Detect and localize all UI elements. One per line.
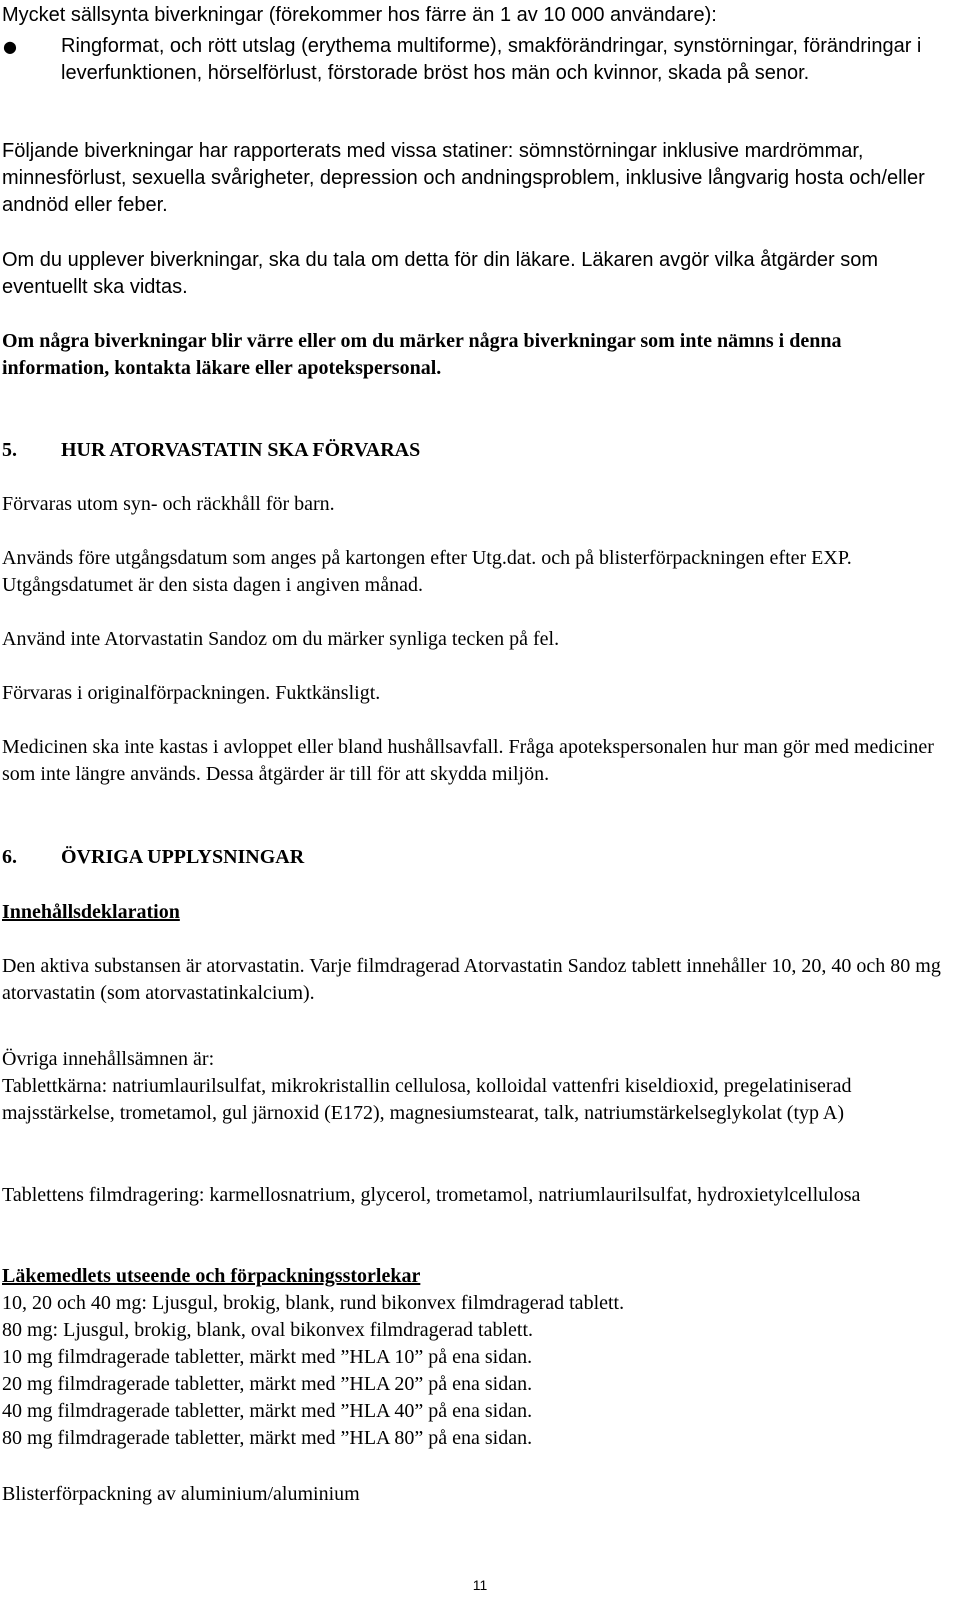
- active-substance-text: Den aktiva substansen är atorvastatin. Varje filmdragerad Atorvastatin Sandoz tablett innehåller 10, 20, 40 och 80 mg atorvastatin (som atorvastatinkalcium).: [2, 955, 941, 1004]
- appearance-list: [2, 1290, 947, 1452]
- storage-children-text: Förvaras utom syn- och räckhåll för barn.: [2, 493, 335, 515]
- visible-signs-text: Använd inte Atorvastatin Sandoz om du märker synliga tecken på fel.: [2, 628, 560, 650]
- warning-paragraph: Om några biverkningar blir värre eller om du märker några biverkningar som inte nämns i denna information, kontakta läkare eller apotekspersonal.: [2, 330, 842, 379]
- page-number: 11: [472, 1577, 488, 1593]
- statins-paragraph: Följande biverkningar har rapporterats med vissa statiner: sömnstörningar inklusive mardrömmar, minnesförlust, sexuella svårigheter, depression och andningsproblem, inklusive långvarig hosta och/eller andnöd eller feber.: [2, 140, 925, 216]
- appearance-line: 10 mg filmdragerade tabletter, märkt med ”HLA 10” på ena sidan.: [2, 1346, 533, 1368]
- rare-side-effects-intro: Mycket sällsynta biverkningar (förekommer hos färre än 1 av 10 000 användare):: [2, 4, 717, 26]
- appearance-line: 80 mg: Ljusgul, brokig, blank, oval bikonvex filmdragerad tablett.: [2, 1319, 534, 1341]
- expiry-text: Används före utgångsdatum som anges på kartongen efter Utg.dat. och på blisterförpackningen efter EXP. Utgångsdatumet är den sista dagen i angiven månad.: [2, 547, 852, 596]
- section-5-number: 5.: [2, 439, 17, 461]
- tablet-core-text: Tablettkärna: natriumlaurilsulfat, mikrokristallin cellulosa, kolloidal vattenfri kiseldioxid, pregelatiniserad majsstärkelse, trometamol, gul järnoxid (E172), magnesiumstearat, talk, natriumstärkelseglykolat (typ A): [2, 1075, 852, 1124]
- appearance-line: 10, 20 och 40 mg: Ljusgul, brokig, blank, rund bikonvex filmdragerad tablett.: [2, 1292, 625, 1314]
- content-declaration-heading: Innehållsdeklaration: [2, 901, 180, 923]
- doctor-paragraph: Om du upplever biverkningar, ska du tala om detta för din läkare. Läkaren avgör vilka åtgärder som eventuellt ska vidtas.: [2, 249, 879, 298]
- rare-side-effects-list-item: Ringformat, och rött utslag (erythema multiforme), smakförändringar, synstörningar, förändringar i leverfunktionen, hörselförlust, förstorade bröst hos män och kvinnor, skada på senor.: [61, 35, 922, 84]
- section-6-number: 6.: [2, 846, 17, 868]
- section-5-title: HUR ATORVASTATIN SKA FÖRVARAS: [61, 439, 421, 461]
- blister-text: Blisterförpackning av aluminium/aluminium: [2, 1483, 360, 1505]
- original-package-text: Förvaras i originalförpackningen. Fuktkänsligt.: [2, 682, 381, 704]
- bullet-icon: ●: [3, 37, 17, 56]
- appearance-heading: Läkemedlets utseende och förpackningsstorlekar: [2, 1265, 421, 1287]
- section-6-title: ÖVRIGA UPPLYSNINGAR: [61, 846, 305, 868]
- other-ingredients-heading: Övriga innehållsämnen är:: [2, 1048, 215, 1070]
- appearance-line: 80 mg filmdragerade tabletter, märkt med ”HLA 80” på ena sidan.: [2, 1427, 533, 1449]
- film-coating-text: Tablettens filmdragering: karmellosnatrium, glycerol, trometamol, natriumlaurilsulfat, hydroxietylcellulosa: [2, 1184, 861, 1206]
- appearance-line: 40 mg filmdragerade tabletter, märkt med ”HLA 40” på ena sidan.: [2, 1400, 533, 1422]
- appearance-line: 20 mg filmdragerade tabletter, märkt med ”HLA 20” på ena sidan.: [2, 1373, 533, 1395]
- disposal-text: Medicinen ska inte kastas i avloppet eller bland hushållsavfall. Fråga apotekspersonalen hur man gör med mediciner som inte längre används. Dessa åtgärder är till för att skydda miljön.: [2, 736, 934, 785]
